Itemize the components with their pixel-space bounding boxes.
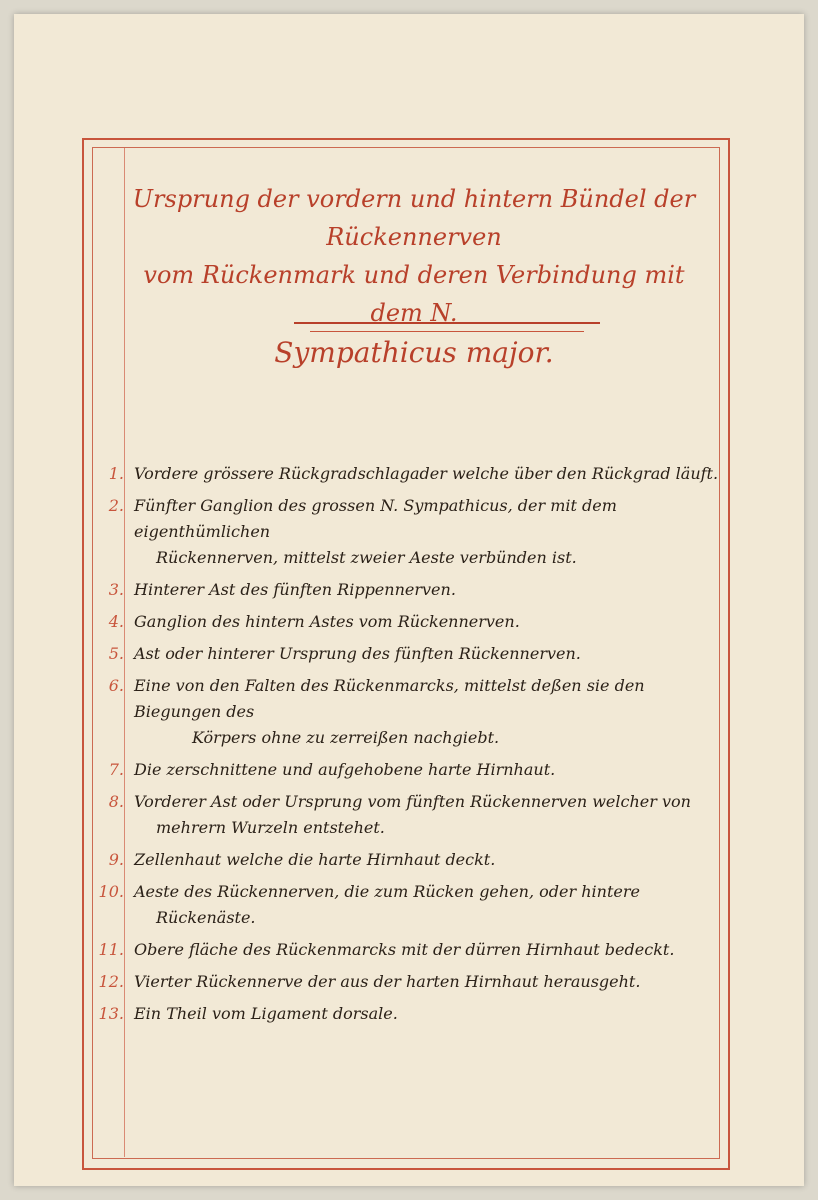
list-item bbox=[96, 577, 726, 603]
list-item bbox=[96, 673, 726, 751]
list-item bbox=[96, 847, 726, 873]
item-text: Vorderer Ast oder Ursprung vom fünften Rückennerven welcher von bbox=[134, 792, 691, 811]
item-number: 1. bbox=[108, 464, 124, 483]
item-number: 2. bbox=[108, 496, 124, 515]
item-number: 11. bbox=[98, 940, 124, 959]
item-text-continuation: Rückenäste. bbox=[156, 908, 256, 927]
item-number: 13. bbox=[98, 1004, 124, 1023]
list-item bbox=[96, 969, 726, 995]
item-number: 7. bbox=[108, 760, 124, 779]
title-underline bbox=[294, 322, 600, 324]
title-line-2: vom Rückenmark und deren Verbindung mit dem N. bbox=[143, 261, 685, 327]
list-item bbox=[96, 641, 726, 667]
item-number: 4. bbox=[108, 612, 124, 631]
list-item bbox=[96, 789, 726, 841]
item-text: Vordere grössere Rückgradschlagader welche über den Rückgrad läuft. bbox=[134, 464, 719, 483]
item-number: 6. bbox=[108, 676, 124, 695]
item-text: Ein Theil vom Ligament dorsale. bbox=[134, 1004, 398, 1023]
list-item bbox=[96, 461, 726, 487]
item-number: 9. bbox=[108, 850, 124, 869]
item-text-continuation: mehrern Wurzeln entstehet. bbox=[156, 818, 385, 837]
list-item bbox=[96, 1001, 726, 1027]
item-text: Zellenhaut welche die harte Hirnhaut deckt. bbox=[134, 850, 496, 869]
manuscript-page bbox=[14, 14, 804, 1186]
title-underline-secondary bbox=[310, 331, 584, 332]
item-text: Aeste des Rückennerven, die zum Rücken gehen, oder hintere bbox=[134, 882, 640, 901]
item-text: Die zerschnittene und aufgehobene harte Hirnhaut. bbox=[134, 760, 556, 779]
item-text: Fünfter Ganglion des grossen N. Sympathicus, der mit dem eigenthümlichen bbox=[134, 496, 617, 541]
item-text: Hinterer Ast des fünften Rippennerven. bbox=[134, 580, 456, 599]
item-text-continuation: Rückennerven, mittelst zweier Aeste verbünden ist. bbox=[156, 548, 577, 567]
item-number: 3. bbox=[108, 580, 124, 599]
list-item bbox=[96, 879, 726, 931]
item-text: Obere fläche des Rückenmarcks mit der dürren Hirnhaut bedeckt. bbox=[134, 940, 675, 959]
list-item bbox=[96, 609, 726, 635]
item-text: Vierter Rückennerve der aus der harten Hirnhaut herausgeht. bbox=[134, 972, 641, 991]
item-number: 5. bbox=[108, 644, 124, 663]
item-number: 12. bbox=[98, 972, 124, 991]
item-text: Ganglion des hintern Astes vom Rückennerven. bbox=[134, 612, 520, 631]
item-text-continuation: Körpers ohne zu zerreißen nachgiebt. bbox=[192, 728, 500, 747]
title-line-3: Sympathicus major. bbox=[274, 336, 554, 369]
page-title bbox=[114, 180, 714, 374]
item-text: Ast oder hinterer Ursprung des fünften Rückennerven. bbox=[134, 644, 581, 663]
list-item bbox=[96, 757, 726, 783]
title-line-1: Ursprung der vordern und hintern Bündel der Rückennerven bbox=[132, 185, 696, 251]
item-text: Eine von den Falten des Rückenmarcks, mittelst deßen sie den Biegungen des bbox=[134, 676, 645, 721]
item-number: 10. bbox=[98, 882, 124, 901]
legend-list bbox=[96, 461, 726, 1033]
list-item bbox=[96, 493, 726, 571]
item-number: 8. bbox=[108, 792, 124, 811]
list-item bbox=[96, 937, 726, 963]
